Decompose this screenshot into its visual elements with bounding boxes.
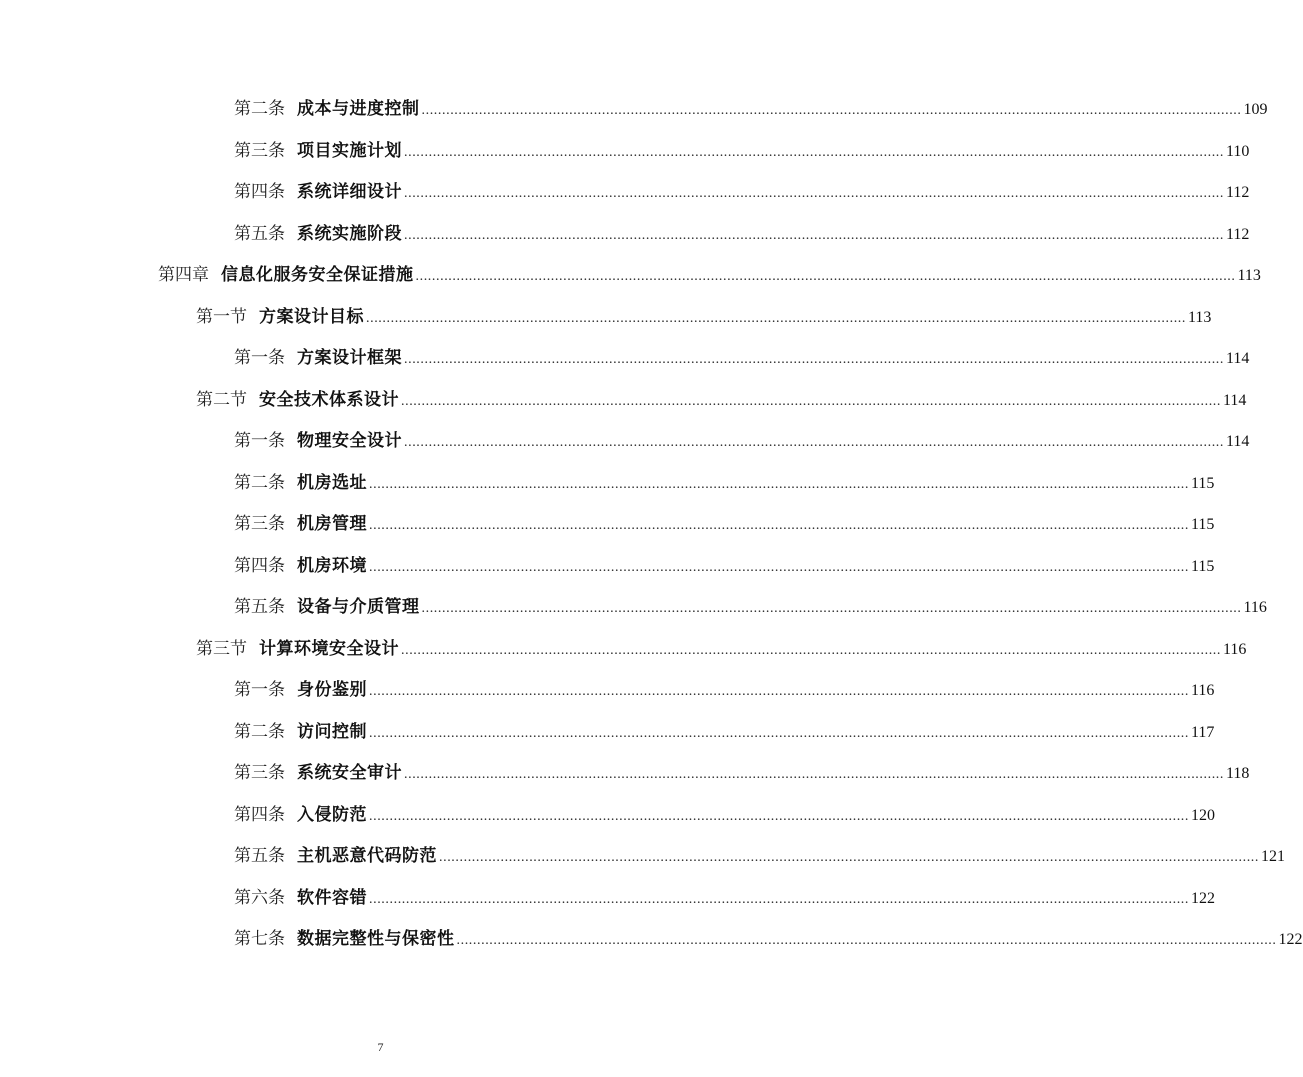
toc-entry-number: 第二节 <box>196 389 247 410</box>
dot-leader: ........................................................................................................................................................................................................ <box>401 642 1221 658</box>
toc-entry-number: 第四条 <box>234 555 285 576</box>
toc-entry[interactable] <box>234 886 1215 910</box>
dot-leader: ........................................................................................................................................................................................................ <box>404 352 1224 367</box>
dot-leader: ........................................................................................................................................................................................................ <box>456 933 1277 948</box>
toc-entry-title: 设备与介质管理 <box>297 597 420 617</box>
toc-entry-title: 身份鉴别 <box>297 680 367 700</box>
toc-entry[interactable] <box>234 844 1285 868</box>
toc-entry[interactable] <box>234 761 1250 785</box>
toc-entry[interactable] <box>234 429 1250 453</box>
toc-entry-title: 信息化服务安全保证措施 <box>221 265 414 285</box>
toc-entry[interactable] <box>234 471 1215 495</box>
toc-entry-title: 机房选址 <box>297 472 367 493</box>
toc-entry-title: 入侵防范 <box>297 804 367 825</box>
toc-entry-page: 120 <box>1191 806 1215 824</box>
toc-entry[interactable] <box>234 139 1250 163</box>
toc-entry-number: 第二条 <box>234 99 285 119</box>
dot-leader: ........................................................................................................................................................................................................ <box>421 103 1242 118</box>
toc-entry[interactable] <box>196 305 1212 329</box>
toc-entry-page: 115 <box>1191 474 1215 492</box>
toc-entry-title: 系统安全审计 <box>297 763 402 783</box>
toc-entry-page: 117 <box>1191 723 1215 741</box>
toc-entry-title: 物理安全设计 <box>297 431 402 451</box>
toc-entry-page: 122 <box>1191 889 1215 907</box>
toc-entry[interactable] <box>234 180 1250 204</box>
toc-entry-number: 第四章 <box>158 265 209 285</box>
toc-entry-page: 112 <box>1226 225 1250 243</box>
toc-entry-title: 机房环境 <box>297 555 367 576</box>
toc-entry-number: 第二条 <box>234 721 285 742</box>
toc-entry[interactable] <box>234 720 1215 744</box>
toc-entry-number: 第五条 <box>234 597 285 617</box>
toc-entry-title: 系统实施阶段 <box>297 223 402 244</box>
toc-entry-title: 数据完整性与保密性 <box>297 929 455 949</box>
toc-entry-page: 115 <box>1191 557 1215 575</box>
toc-entry-number: 第一条 <box>234 348 285 368</box>
toc-entry-page: 116 <box>1191 682 1215 699</box>
toc-entry-title: 主机恶意代码防范 <box>297 846 437 866</box>
dot-leader: ........................................................................................................................................................................................................ <box>404 435 1224 450</box>
toc-entry-page: 116 <box>1223 640 1247 658</box>
toc-entry-number: 第五条 <box>234 223 285 244</box>
toc-entry[interactable] <box>234 222 1250 246</box>
toc-entry-title: 方案设计目标 <box>259 306 364 327</box>
toc-entry-number: 第三条 <box>234 514 285 534</box>
toc-entry-number: 第五条 <box>234 846 285 866</box>
toc-entry-title: 软件容错 <box>297 887 367 908</box>
toc-entry[interactable] <box>234 595 1267 619</box>
page-number: 7 <box>377 1040 384 1054</box>
toc-entry-page: 114 <box>1226 433 1250 450</box>
dot-leader: ........................................................................................................................................................................................................ <box>404 227 1224 243</box>
toc-entry-page: 118 <box>1226 765 1250 782</box>
toc-entry[interactable] <box>234 927 1303 951</box>
toc-entry-number: 第三节 <box>196 638 247 659</box>
toc-entry-page: 113 <box>1237 267 1261 284</box>
dot-leader: ........................................................................................................................................................................................................ <box>404 767 1224 782</box>
toc-entry[interactable] <box>234 512 1215 536</box>
toc-entry[interactable] <box>234 346 1250 370</box>
toc-entry[interactable] <box>196 637 1247 661</box>
dot-leader: ........................................................................................................................................................................................................ <box>366 310 1186 326</box>
dot-leader: ........................................................................................................................................................................................................ <box>415 269 1236 284</box>
toc-entry-number: 第七条 <box>234 929 285 949</box>
toc-entry-number: 第一节 <box>196 306 247 327</box>
dot-leader: ........................................................................................................................................................................................................ <box>369 476 1189 492</box>
toc-entry-title: 成本与进度控制 <box>297 99 420 119</box>
toc-entry-number: 第一条 <box>234 431 285 451</box>
toc-entry-page: 109 <box>1243 101 1268 118</box>
toc-entry-title: 访问控制 <box>297 721 367 742</box>
toc-entry-page: 114 <box>1223 391 1247 409</box>
toc-entry[interactable] <box>196 388 1247 412</box>
toc-entry-number: 第三条 <box>234 763 285 783</box>
toc-entry-title: 项目实施计划 <box>297 140 402 161</box>
toc-entry-title: 方案设计框架 <box>297 348 402 368</box>
toc-entry-number: 第四条 <box>234 804 285 825</box>
toc-entry[interactable] <box>234 97 1268 121</box>
toc-entry-page: 114 <box>1226 350 1250 367</box>
toc-entry-page: 116 <box>1243 599 1267 616</box>
toc-entry-page: 115 <box>1191 516 1215 533</box>
toc-entry-title: 安全技术体系设计 <box>259 389 399 410</box>
toc-entry-page: 110 <box>1226 142 1250 160</box>
toc-entry[interactable] <box>234 803 1215 827</box>
toc-entry-number: 第六条 <box>234 887 285 908</box>
toc-entry-page: 112 <box>1226 184 1250 201</box>
toc-entry-number: 第四条 <box>234 182 285 202</box>
dot-leader: ........................................................................................................................................................................................................ <box>369 559 1189 575</box>
toc-entry-page: 121 <box>1261 848 1285 865</box>
dot-leader: ........................................................................................................................................................................................................ <box>369 808 1189 824</box>
toc-entry[interactable] <box>234 678 1215 702</box>
toc-entry-number: 第一条 <box>234 680 285 700</box>
toc-entry-page: 113 <box>1188 308 1212 326</box>
toc-entry-number: 第二条 <box>234 472 285 493</box>
toc-entry[interactable] <box>158 263 1261 287</box>
dot-leader: ........................................................................................................................................................................................................ <box>421 601 1242 616</box>
toc-entry[interactable] <box>234 554 1215 578</box>
dot-leader: ........................................................................................................................................................................................................ <box>369 725 1189 741</box>
toc-entry-page: 122 <box>1278 931 1303 948</box>
toc-entry-number: 第三条 <box>234 140 285 161</box>
dot-leader: ........................................................................................................................................................................................................ <box>369 891 1189 907</box>
toc-entry-title: 机房管理 <box>297 514 367 534</box>
dot-leader: ........................................................................................................................................................................................................ <box>369 518 1189 533</box>
dot-leader: ........................................................................................................................................................................................................ <box>439 850 1259 865</box>
dot-leader: ........................................................................................................................................................................................................ <box>401 393 1221 409</box>
toc-entry-title: 计算环境安全设计 <box>259 638 399 659</box>
dot-leader: ........................................................................................................................................................................................................ <box>404 144 1224 160</box>
toc-entry-title: 系统详细设计 <box>297 182 402 202</box>
dot-leader: ........................................................................................................................................................................................................ <box>404 186 1224 201</box>
dot-leader: ........................................................................................................................................................................................................ <box>369 684 1189 699</box>
